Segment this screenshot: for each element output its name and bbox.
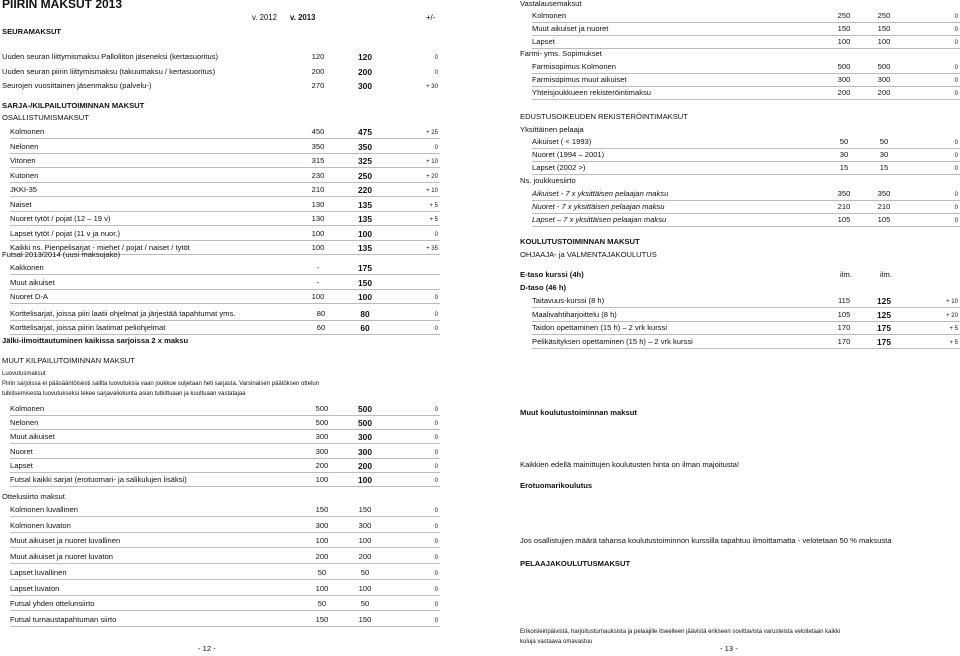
row-curr-value: 15 <box>879 163 889 172</box>
row-prev-value: 120 <box>311 52 325 61</box>
row-diff-value: 0 <box>434 325 438 332</box>
row-diff-value: 0 <box>434 407 438 413</box>
row-label: Muut aikuiset ja nuoret luvaton <box>10 552 113 562</box>
row-divider <box>10 595 440 596</box>
section-heading-vastalause: Vastalausemaksut <box>520 0 582 8</box>
row-prev-value: 100 <box>315 536 329 546</box>
luovutus-note-1: Piirin sarjoissa ei pääsääntöisesti sallita luovutuksia vaan joukkue suljetaan heti sarjasta. Varsinaisen päätöksen ottelun <box>2 381 320 387</box>
row-diff-value: 0 <box>954 14 958 20</box>
row-prev-value: 350 <box>311 141 325 151</box>
section-sub-osallistumis: OSALLISTUMISMAKSUT <box>2 113 89 122</box>
row-diff-value: 0 <box>434 449 438 456</box>
row-label: Nuoret (1994 – 2001) <box>532 150 605 159</box>
row-curr-value: 150 <box>358 277 372 288</box>
erikoisleiri-note-1: Erikoisleiripäivistä, harjoitusturnauksista ja pelaajille itseelleen jäävistä erikseen sovittavista varusteista veloitetaan kaikki <box>520 629 841 635</box>
row-curr-value: 210 <box>877 202 891 211</box>
etaso-curr: ilm. <box>880 270 892 279</box>
section-sub-yksittainen: Yksittäinen pelaaja <box>520 125 584 134</box>
row-prev-value: 300 <box>315 446 329 456</box>
row-prev-value: 315 <box>311 156 325 165</box>
row-curr-value: 300 <box>358 446 372 457</box>
row-divider <box>10 579 440 580</box>
row-curr-value: 100 <box>877 37 891 46</box>
row-diff-value: + 25 <box>426 130 438 136</box>
row-diff-value: 0 <box>954 205 958 211</box>
row-prev-value: 200 <box>315 552 329 562</box>
luovutus-note-2: tulkitsemisesta luovutukseksi tekee sarjavaliokunta asian tutkittuaan ja kuultuaan vastatajaa <box>2 391 246 397</box>
section-heading-pelaaja: PELAAJAKOULUTUSMAKSUT <box>520 559 631 568</box>
row-label: Lapset (2002 >) <box>532 163 586 172</box>
row-divider <box>10 289 440 290</box>
row-curr-value: 325 <box>358 156 372 166</box>
row-label: Kolmonen luvaton <box>10 520 71 530</box>
row-curr-value: 200 <box>358 66 372 77</box>
dtaso-label: D-taso (46 h) <box>520 283 566 292</box>
row-diff-value: + 10 <box>426 159 438 165</box>
velotus-note: Jos osallistujien määrä tahansa koulutustoiminnon kurssilla tapahtuu ilmoittamatta - velotetaan 50 % maksusta <box>520 536 892 545</box>
row-prev-value: 230 <box>311 170 325 180</box>
section-heading-koulutus: KOULUTUSTOIMINNAN MAKSUT <box>520 237 640 246</box>
row-label: Pelikäsityksen opettaminen (15 h) – 2 vrk kurssi <box>532 336 693 346</box>
row-prev-value: 210 <box>837 202 851 211</box>
row-curr-value: 150 <box>877 24 891 33</box>
section-sub-joukkuesiirto: Ns. joukkuesiirto <box>520 176 576 185</box>
row-label: Kaikki ns. Pienpelisarjat - miehet / pojat / naiset / tytöt <box>10 243 190 252</box>
row-divider <box>10 415 440 416</box>
row-curr-value: 475 <box>358 127 372 137</box>
row-diff-value: 0 <box>434 478 438 484</box>
page-number-right: - 13 - <box>720 644 738 653</box>
row-divider <box>10 429 440 430</box>
row-divider <box>10 516 440 517</box>
row-divider <box>10 182 440 183</box>
row-label: Nuoret tytöt / pojat (12 – 19 v) <box>10 214 111 223</box>
row-prev-value: 150 <box>315 505 329 514</box>
row-curr-value: 175 <box>877 323 891 333</box>
row-divider <box>532 22 960 23</box>
row-label: Maalivahtiharjoittelu (8 h) <box>532 309 617 319</box>
row-prev-value: 115 <box>837 296 851 305</box>
row-curr-value: 250 <box>877 11 891 20</box>
row-divider <box>10 240 440 241</box>
row-prev-value: 200 <box>315 460 329 470</box>
row-prev-value: 300 <box>315 520 329 530</box>
row-prev-value: 150 <box>837 24 851 33</box>
row-divider <box>10 303 440 304</box>
row-prev-value: 15 <box>839 163 849 172</box>
row-diff-value: + 10 <box>426 188 438 194</box>
row-prev-value: 210 <box>311 185 325 194</box>
row-diff-value: 0 <box>954 65 958 71</box>
row-curr-value: 50 <box>360 599 370 609</box>
row-diff-value: 0 <box>954 166 958 172</box>
row-prev-value: 100 <box>837 37 851 46</box>
section-heading-seuramaksut: SEURAMAKSUT <box>2 27 62 36</box>
row-divider <box>532 73 960 74</box>
row-label: Lapset luvaton <box>10 583 60 593</box>
row-prev-value: 100 <box>315 475 329 484</box>
row-label: Lapset – 7 x yksittäisen pelaajan maksu <box>532 215 667 224</box>
row-curr-value: 135 <box>358 199 372 210</box>
row-label: Muut aikuiset ja nuoret luvallinen <box>10 536 121 546</box>
row-curr-value: 300 <box>358 81 372 91</box>
row-prev-value: 350 <box>837 189 851 198</box>
row-prev-value: 500 <box>315 418 329 428</box>
etaso-prev: ilm. <box>840 270 852 279</box>
row-divider <box>10 610 440 611</box>
row-divider <box>10 153 440 154</box>
row-prev-value: 100 <box>311 243 325 252</box>
row-curr-value: 150 <box>358 505 372 514</box>
row-diff-value: 0 <box>434 421 438 428</box>
row-label: Korttelisarjat, joissa piirin laatimat peliohjelmat <box>10 322 166 332</box>
row-curr-value: 350 <box>877 189 891 198</box>
row-label: Lapset <box>10 460 33 470</box>
row-diff-value: 0 <box>434 602 438 609</box>
row-divider <box>10 472 440 473</box>
row-label: Nelonen <box>10 141 39 151</box>
row-label: Seurojen vuosittainen jäsenmaksu (palvelu-) <box>2 81 152 90</box>
section-heading-muut-koulutus: Muut koulutustoiminnan maksut <box>520 408 637 417</box>
late-registration-note: Jälki-ilmoittautuminen kaikissa sarjoissa 2 x maksu <box>2 336 189 345</box>
row-divider <box>532 307 960 308</box>
row-curr-value: 200 <box>358 460 372 471</box>
row-curr-value: 100 <box>358 475 372 485</box>
row-curr-value: 500 <box>358 418 372 429</box>
row-diff-value: 0 <box>434 570 438 577</box>
row-curr-value: 300 <box>358 432 372 443</box>
row-prev-value: 100 <box>311 228 325 238</box>
section-heading-futsal: Futsal 2013/2014 (uusi maksujako) <box>2 250 121 259</box>
row-diff-value: 0 <box>954 27 958 33</box>
row-prev-value: 270 <box>311 81 325 90</box>
row-prev-value: - <box>316 277 320 287</box>
row-divider <box>10 211 440 212</box>
row-label: Futsal yhden ottelunsiirto <box>10 599 95 609</box>
row-curr-value: 300 <box>877 75 891 84</box>
row-label: Uuden seuran liittymismaksu Palloliiton jäseneksi (kertasuoritus) <box>2 52 219 61</box>
row-prev-value: 300 <box>315 432 329 442</box>
row-curr-value: 100 <box>358 583 372 593</box>
row-curr-value: 500 <box>358 404 372 414</box>
row-label: Nuoret - 7 x yksittäisen pelaajan maksu <box>532 202 665 211</box>
row-diff-value: + 5 <box>429 217 438 223</box>
row-curr-value: 220 <box>358 185 372 195</box>
row-label: Lapset tytöt / pojat (11 v ja nuor.) <box>10 228 121 238</box>
row-divider <box>10 458 440 459</box>
row-diff-value: + 5 <box>949 339 958 346</box>
row-prev-value: 105 <box>837 215 851 224</box>
row-prev-value: 500 <box>837 62 851 71</box>
row-curr-value: 135 <box>358 243 372 253</box>
row-label: Lapset <box>532 37 555 46</box>
row-divider <box>532 213 960 214</box>
row-prev-value: 130 <box>311 199 325 209</box>
row-curr-value: 60 <box>360 322 370 333</box>
row-label: Nuoret <box>10 446 33 456</box>
row-divider <box>10 196 440 197</box>
row-curr-value: 200 <box>358 552 372 562</box>
row-divider <box>532 161 960 162</box>
row-label: Taidon opettaminen (15 h) – 2 vrk kurssi <box>532 323 668 332</box>
row-divider <box>532 148 960 149</box>
row-diff-value: + 5 <box>429 202 438 209</box>
row-divider <box>532 348 960 349</box>
row-prev-value: 200 <box>311 66 325 76</box>
row-prev-value: 170 <box>837 336 851 346</box>
row-diff-value: + 10 <box>946 299 958 305</box>
row-diff-value: 0 <box>434 523 438 530</box>
row-prev-value: 100 <box>311 292 325 301</box>
section-sub-valmentaja: OHJAAJA- ja VALMENTAJAKOULUTUS <box>520 250 657 259</box>
row-label: Kolmonen <box>10 127 45 136</box>
row-curr-value: 105 <box>877 215 891 224</box>
row-label: Kolmonen <box>10 404 45 413</box>
row-prev-value: 450 <box>311 127 325 136</box>
row-label: Nelonen <box>10 418 39 428</box>
row-curr-value: 125 <box>877 309 891 320</box>
row-prev-value: 200 <box>837 88 851 97</box>
row-curr-value: 80 <box>360 309 370 319</box>
row-label: Muut aikuiset <box>10 432 55 442</box>
row-diff-value: 0 <box>434 508 438 514</box>
col-header-prev: v. 2012 <box>252 13 277 22</box>
section-heading-erotuomari: Erotuomarikoulutus <box>520 481 593 490</box>
row-curr-value: 300 <box>358 520 372 530</box>
row-label: Futsal turnaustapahtuman siirto <box>10 614 117 624</box>
row-diff-value: 0 <box>434 144 438 151</box>
row-label: Korttelisarjat, joissa piiri laatii ohjelmat ja järjestää tapahtumat yms. <box>10 309 236 318</box>
row-label: Aikuiset - 7 x yksittäisen pelaajan maksu <box>532 189 669 198</box>
row-diff-value: 0 <box>434 463 438 470</box>
row-diff-value: 0 <box>434 539 438 546</box>
row-label: Aikuiset ( < 1993) <box>532 137 592 146</box>
row-divider <box>10 443 440 444</box>
page-title: PIIRIN MAKSUT 2013 <box>2 0 123 11</box>
row-curr-value: 250 <box>358 170 372 181</box>
row-prev-value: 500 <box>315 404 329 413</box>
row-diff-value: 0 <box>434 69 438 76</box>
row-curr-value: 100 <box>358 228 372 239</box>
row-prev-value: 80 <box>316 309 326 318</box>
section-heading-edustus: EDUSTUSOIKEUDEN REKISTERÖINTIMAKSUT <box>520 112 688 121</box>
row-label: Farmisopimus Kolmonen <box>532 62 616 71</box>
row-label: Lapset luvallinen <box>10 567 67 577</box>
row-diff-value: 0 <box>954 140 958 146</box>
row-prev-value: 30 <box>839 150 849 159</box>
row-curr-value: 200 <box>877 88 891 97</box>
row-prev-value: 50 <box>317 567 327 577</box>
row-divider <box>10 225 440 226</box>
row-diff-value: 0 <box>434 312 438 318</box>
page-number-left: - 12 - <box>198 644 216 653</box>
col-header-diff: +/- <box>426 13 436 22</box>
row-prev-value: - <box>316 263 320 272</box>
row-divider <box>532 86 960 87</box>
row-divider <box>532 200 960 201</box>
row-divider <box>10 274 440 275</box>
row-diff-value: + 5 <box>949 326 958 332</box>
row-divider <box>10 626 440 627</box>
row-label: Farmisopimus muut aikuiset <box>532 75 627 84</box>
section-heading-farmi: Farmi- yms. Sopimukset <box>520 49 602 58</box>
row-diff-value: 0 <box>954 218 958 224</box>
row-diff-value: 0 <box>954 192 958 198</box>
col-header-curr: v. 2013 <box>290 13 316 22</box>
row-curr-value: 50 <box>360 567 370 577</box>
row-divider <box>10 486 440 487</box>
row-label: Kutonen <box>10 170 39 180</box>
row-diff-value: 0 <box>434 555 438 562</box>
row-label: Taitavuus-kurssi (8 h) <box>532 296 605 305</box>
row-divider <box>10 138 440 139</box>
row-diff-value: + 30 <box>426 84 438 90</box>
row-curr-value: 175 <box>877 336 891 347</box>
row-prev-value: 50 <box>839 137 849 146</box>
row-divider <box>532 334 960 335</box>
row-divider <box>10 320 440 321</box>
row-divider <box>10 167 440 168</box>
row-prev-value: 250 <box>837 11 851 20</box>
row-prev-value: 150 <box>315 614 329 624</box>
right-page <box>520 0 960 656</box>
row-label: Muut aikuiset <box>10 277 55 287</box>
row-prev-value: 105 <box>837 309 851 319</box>
row-label: Kakkonen <box>10 263 44 272</box>
row-diff-value: + 35 <box>426 246 438 252</box>
row-label: Naiset <box>10 199 32 209</box>
row-diff-value: 0 <box>434 586 438 593</box>
row-divider <box>532 35 960 36</box>
erikoisleiri-note-2: kuluja vastaava omavastuu <box>520 639 593 645</box>
row-label: Uuden seuran piirin liittymismaksu (takuumaksu / kertasuoritus) <box>2 66 216 76</box>
etaso-label: E-taso kurssi (4h) <box>520 270 584 279</box>
row-prev-value: 170 <box>837 323 851 332</box>
row-divider <box>532 321 960 322</box>
row-curr-value: 175 <box>358 263 372 273</box>
row-curr-value: 150 <box>358 614 372 624</box>
section-heading-sarja: SARJA-/KILPAILUTOIMINNAN MAKSUT <box>2 101 145 110</box>
row-curr-value: 500 <box>877 62 891 71</box>
row-divider <box>532 226 960 227</box>
majoitus-note: Kaikkien edellä mainittujen koulutusten hinta on ilman majoitusta! <box>520 460 740 469</box>
section-heading-muut-kilpailu: MUUT KILPAILUTOIMINNAN MAKSUT <box>2 356 135 365</box>
row-label: Muut aikuiset ja nuoret <box>532 24 609 33</box>
row-diff-value: 0 <box>434 295 438 301</box>
row-curr-value: 30 <box>879 150 889 159</box>
row-label: Kolmonen <box>532 11 567 20</box>
row-prev-value: 100 <box>315 583 329 593</box>
row-prev-value: 50 <box>317 599 327 609</box>
row-prev-value: 60 <box>316 322 326 332</box>
row-prev-value: 300 <box>837 75 851 84</box>
row-divider <box>10 532 440 533</box>
row-diff-value: + 20 <box>946 312 958 319</box>
row-label: Yhteisjoukkueen rekisteröintimaksu <box>532 88 652 97</box>
row-diff-value: + 20 <box>426 173 438 180</box>
row-label: Vitonen <box>10 156 36 165</box>
row-label: JKKI-35 <box>10 185 38 194</box>
section-heading-ottelusiirto: Ottelusiirto maksut <box>2 492 65 501</box>
row-divider <box>532 99 960 100</box>
row-prev-value: 130 <box>311 214 325 223</box>
row-curr-value: 125 <box>877 296 891 306</box>
row-diff-value: 0 <box>954 78 958 84</box>
row-label: Kolmonen luvallinen <box>10 505 78 514</box>
row-curr-value: 350 <box>358 141 372 152</box>
row-diff-value: 0 <box>434 55 438 61</box>
row-label: Futsal kaikki sarjat (erotuomari- ja salikulujen lisäksi) <box>10 475 187 484</box>
section-sub-luovutus: Luovutusmaksut <box>2 371 46 377</box>
row-diff-value: 0 <box>954 40 958 46</box>
row-curr-value: 100 <box>358 292 372 302</box>
row-curr-value: 135 <box>358 214 372 224</box>
row-divider <box>10 547 440 548</box>
row-divider <box>10 563 440 564</box>
row-curr-value: 120 <box>358 52 372 62</box>
row-label: Nuoret D-A <box>10 292 48 301</box>
row-diff-value: 0 <box>954 91 958 97</box>
row-diff-value: 0 <box>434 617 438 624</box>
row-curr-value: 50 <box>879 137 889 146</box>
row-curr-value: 100 <box>358 536 372 546</box>
row-diff-value: 0 <box>434 435 438 442</box>
row-divider <box>532 174 960 175</box>
row-diff-value: 0 <box>434 231 438 238</box>
row-diff-value: 0 <box>954 153 958 159</box>
row-divider <box>10 334 440 335</box>
